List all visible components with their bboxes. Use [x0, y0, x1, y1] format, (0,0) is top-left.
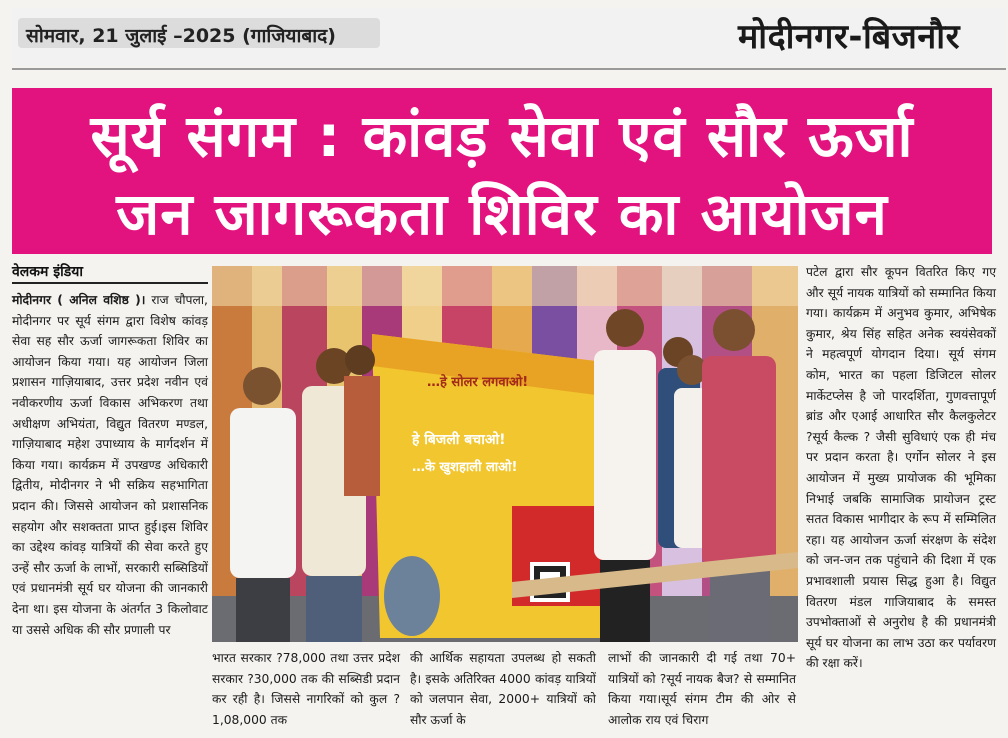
- source-credit: वेलकम इंडिया: [12, 264, 84, 280]
- date-line: सोमवार, 21 जुलाई –2025 (गाजियाबाद): [26, 25, 336, 47]
- article-column-bottom-3: लाभों की जानकारी दी गई तथा 70+ यात्रियों को ?सूर्य नायक बैज? से सम्मानित किया गया।सूर्य संगम टीम की ओर से आलोक राय एवं चिराग: [608, 651, 796, 727]
- headline-banner: [12, 88, 992, 254]
- headline-line-2: जन जागरूकता शिविर का आयोजन: [116, 180, 888, 248]
- article-text: राज चौपला, मोदीनगर पर सूर्य संगम द्वारा विशेष कांवड़ सेवा सह सौर ऊर्जा जागरूकता शिविर का आयोजन किया गया। यह आयोजन जिला प्रशासन गाज़ियाबाद, उत्तर प्रदेश नवीन एवं नवीकरणीय ऊर्जा विकास अभिकरण तथा अधीक्षण अभियंता, विद्युत वितरण मण्डल, गाज़ियाबाद महेश उपाध्याय के मार्गदर्शन में किया गया। कार्यक्रम में उपखण्ड अधिकारी द्वितीय, मोदीनगर ने भी सक्रिय सहभागिता प्रदान की। जिससे आयोजन को प्रशासनिक सहयोग और सशक्तता प्राप्त हुई।इस शिविर का उद्देश्य कांवड़ यात्रियों की सेवा करते हुए उन्हें सौर ऊर्जा के लाभों, सरकारी सब्सिडियों एवं प्रधानमंत्री सूर्य घर योजना की जानकारी देना था। इस योजना के अंतर्गत 3 किलोवाट या उससे अधिक की सौर प्रणाली पर: [12, 293, 208, 637]
- article-column-bottom-1: भारत सरकार ?78,000 तथा उत्तर प्रदेश सरकार ?30,000 तक की सब्सिडी प्रदान कर रही है। जिससे नागरिकों को कुल ?1,08,000 तक: [212, 651, 400, 727]
- banner-text-2: हे बिजली बचाओ!: [412, 432, 506, 448]
- article-column-left: [12, 290, 208, 640]
- headline-line-1: सूर्य संगम : कांवड़ सेवा एवं सौर ऊर्जा: [90, 102, 914, 170]
- dateline: मोदीनगर ( अनिल वशिष्ठ )।: [12, 293, 146, 307]
- awareness-banner: [372, 334, 604, 638]
- article-column-right: पटेल द्वारा सौर कूपन वितरित किए गए और सूर्य नायक यात्रियों को सम्मानित किया गया। कार्यक्रम में अनुभव कुमार, अभिषेक कुमार, श्रेय सिंह सहित अनेक स्वयंसेवकों ने महत्वपूर्ण योगदान दिया। सूर्य संगम कोम, भारत का पहला डिजिटल सोलर मार्केटप्लेस है जो पारदर्शिता, गुणवत्तापूर्ण ब्रांड और एआई आधारित सौर कैलकुलेटर ?सूर्य कैल्क ? जैसी सुविधाएं एक ही मंच पर प्रदान करता है। एर्गोन सोलर ने इस आयोजन में मुख्य प्रायोजक की भूमिका निभाई जबकि सामाजिक प्रायोजन ट्रस्ट सतत विकास भागीदार के रूप में सम्मिलित रहा। यह आयोजन ऊर्जा संरक्षण के संदेश को जन-जन तक पहुंचाने की दिशा में एक प्रभावशाली प्रयास सिद्ध हुआ है। विद्युत वितरण मंडल गाजियाबाद के समस्त उपभोक्ताओं से अनुरोध है की प्रधानमंत्री सूर्य घर योजना का लाभ उठा कर पर्यावरण की रक्षा करें।: [806, 265, 996, 671]
- article-column-bottom-2: की आर्थिक सहायता उपलब्ध हो सकती है। इसके अतिरिक्त 4000 कांवड़ यात्रियों को जलपान सेवा, 2000+ यात्रियों को सौर ऊर्जा के: [410, 651, 596, 727]
- edition-title: मोदीनगर-बिजनौर: [737, 17, 960, 57]
- divider: [12, 282, 208, 284]
- banner-text-3: …के खुशहाली लाओ!: [412, 460, 518, 475]
- banner-text-1: …हे सोलर लगवाओ!: [427, 375, 529, 390]
- event-photo-illustration: [212, 266, 798, 642]
- divider: [12, 68, 1006, 70]
- event-photo: [212, 266, 798, 642]
